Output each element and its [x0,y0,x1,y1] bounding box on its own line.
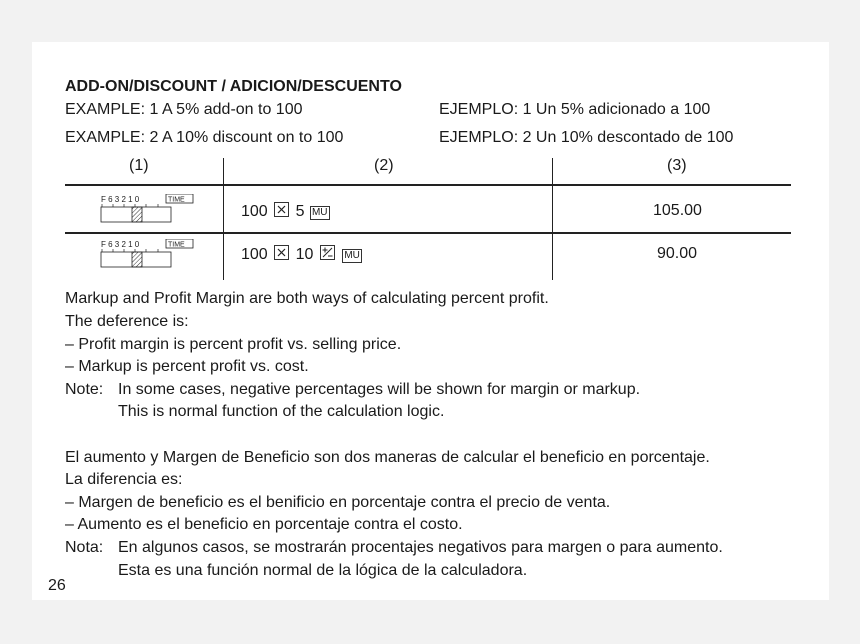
switch-scale-labels: F 6 3 2 1 0 [101,195,140,204]
spanish-note-label: Nota: [65,539,104,556]
column-header-2: (2) [374,157,394,174]
mu-key-icon: MU [344,250,360,261]
key-sequence-2 [241,245,363,264]
table-rule-middle [65,232,791,234]
table-rule-top [65,184,791,186]
plus-minus-key-icon [320,245,335,260]
key-sequence-1-value-a: 100 [241,203,268,220]
spanish-note-line-2: Esta es una función normal de la lógica de la calculadora. [118,562,528,579]
table-divider-2 [552,158,553,280]
english-bullet-1: – Profit margin is percent profit vs. selling price. [65,336,402,353]
page-number: 26 [48,577,66,594]
example-en-1: EXAMPLE: 1 A 5% add-on to 100 [65,101,303,118]
english-note-line-1: In some cases, negative percentages will be shown for margin or markup. [118,381,641,398]
example-es-1: EJEMPLO: 1 Un 5% adicionado a 100 [439,101,711,118]
english-paragraph-2: The deference is: [65,313,189,330]
key-sequence-2-value-a: 100 [241,246,268,263]
spanish-note-line-1: En algunos casos, se mostrarán procentajes negativos para margen o para aumento. [118,539,723,556]
example-en-2: EXAMPLE: 2 A 10% discount on to 100 [65,129,344,146]
table-divider-1 [223,158,224,280]
spanish-paragraph-2: La diferencia es: [65,471,183,488]
switch-scale-labels: F 6 3 2 1 0 [101,240,140,249]
column-header-1: (1) [129,157,149,174]
multiply-key-icon [274,245,289,260]
example-es-2: EJEMPLO: 2 Un 10% descontado de 100 [439,129,734,146]
spanish-bullet-1: – Margen de beneficio es el benificio en porcentaje contra el precio de venta. [65,494,611,511]
decimal-switch-icon [100,194,195,229]
english-note-line-2: This is normal function of the calculation logic. [118,403,445,420]
english-note-label: Note: [65,381,104,398]
spanish-bullet-2: – Aumento es el beneficio en porcentaje contra el costo. [65,516,463,533]
key-sequence-2-value-b: 10 [295,246,314,263]
mu-key-icon: MU [311,207,328,218]
english-bullet-2: – Markup is percent profit vs. cost. [65,358,309,375]
time-key-label: TIME [168,241,185,249]
section-title: ADD-ON/DISCOUNT / ADICION/DESCUENTO [65,78,402,95]
key-sequence-1-value-b: 5 [295,203,305,220]
key-sequence-1 [241,202,331,221]
english-paragraph-1: Markup and Profit Margin are both ways of calculating percent profit. [65,290,549,307]
result-2: 90.00 [657,245,698,262]
multiply-key-icon [274,202,289,217]
decimal-switch-icon [100,239,195,274]
column-header-3: (3) [667,157,687,174]
result-1: 105.00 [653,202,702,219]
time-key-label: TIME [168,196,185,204]
spanish-paragraph-1: El aumento y Margen de Beneficio son dos maneras de calcular el beneficio en porcentaje. [65,449,710,466]
